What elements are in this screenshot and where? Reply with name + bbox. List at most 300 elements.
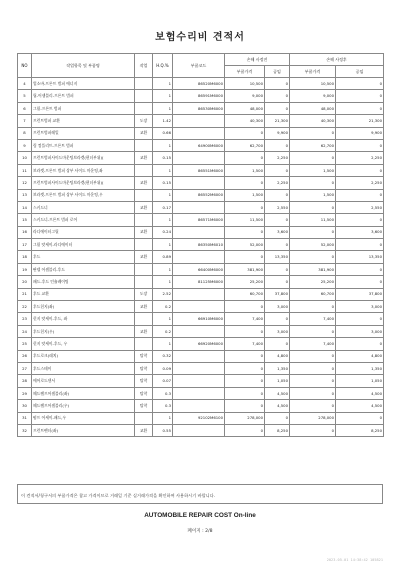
cell-part-price-before: 0 <box>225 400 265 412</box>
cell-no: 24 <box>18 325 32 337</box>
cell-hq: 1 <box>153 78 173 90</box>
cell-code: 86350M6010 <box>173 239 225 251</box>
cell-hq: 0.07 <box>153 375 173 387</box>
cell-no: 27 <box>18 362 32 374</box>
cell-labor-after: 0 <box>336 276 384 288</box>
cell-labor-before: 2,550 <box>265 201 290 213</box>
cell-part-price-after: 381,900 <box>290 263 336 275</box>
page-number: 페이지 : 2/8 <box>187 529 213 534</box>
cell-labor-before: 4,500 <box>265 387 290 399</box>
cell-work: 탈착 <box>135 362 153 374</box>
cell-part-price-before: 0 <box>225 387 265 399</box>
table-row <box>18 90 384 102</box>
header-before-group: 손해 사정전 <box>225 54 290 66</box>
cell-code <box>173 251 225 263</box>
header-part-price-after: 부품가격 <box>290 66 336 78</box>
cell-part-price-after: 1,500 <box>290 189 336 201</box>
cell-work <box>135 313 153 325</box>
cell-no: 8 <box>18 127 32 139</box>
cell-code: 81125M6000 <box>173 276 225 288</box>
cell-labor-after: 0 <box>336 78 384 90</box>
table-row <box>18 115 384 127</box>
cell-labor-after: 4,500 <box>336 387 384 399</box>
table-row <box>18 214 384 226</box>
cell-hq: 0.2 <box>153 325 173 337</box>
cell-code <box>173 115 225 127</box>
cell-part-price-before: 1,500 <box>225 189 265 201</box>
cell-hq: 1 <box>153 139 173 151</box>
cell-work <box>135 90 153 102</box>
cell-item: 라디에이터그릴 <box>32 226 135 238</box>
cell-labor-after: 0 <box>336 313 384 325</box>
cell-part-price-before: 0 <box>225 152 265 164</box>
table-row <box>18 226 384 238</box>
cell-no: 19 <box>18 263 32 275</box>
table-row <box>18 301 384 313</box>
cell-work: 탈착 <box>135 387 153 399</box>
cell-labor-after: 0 <box>336 263 384 275</box>
cell-code: 92102M6100 <box>173 412 225 424</box>
cell-labor-after: 1,350 <box>336 362 384 374</box>
cell-part-price-before: 52,000 <box>225 239 265 251</box>
cell-part-price-after: 7,400 <box>290 338 336 350</box>
cell-labor-before: 0 <box>265 412 290 424</box>
cell-part-price-after: 10,500 <box>290 78 336 90</box>
cell-item: 펌프 어세이-패드,우 <box>32 412 135 424</box>
header-no: NO <box>18 54 32 78</box>
cell-labor-after: 13,350 <box>336 251 384 263</box>
table-header-row-1 <box>18 54 384 66</box>
cell-hq: 0.15 <box>153 152 173 164</box>
document-title: 보험수리비 견적서 <box>155 32 245 43</box>
cell-work: 도장 <box>135 288 153 300</box>
cell-part-price-before: 9,000 <box>225 90 265 102</box>
cell-code <box>173 127 225 139</box>
table-row <box>18 412 384 424</box>
cell-part-price-after: 278,000 <box>290 412 336 424</box>
footer-title: AUTOMOBILE REPAIR COST On-line <box>144 512 256 519</box>
table-row <box>18 177 384 189</box>
cell-labor-after: 3,000 <box>336 301 384 313</box>
cell-work <box>135 263 153 275</box>
cell-work <box>135 139 153 151</box>
cell-item: 후드 교환 <box>32 288 135 300</box>
cell-hq: 0.15 <box>153 177 173 189</box>
cell-labor-after: 0 <box>336 164 384 176</box>
cell-part-price-before: 278,000 <box>225 412 265 424</box>
cell-labor-before: 0 <box>265 239 290 251</box>
table-row <box>18 276 384 288</box>
cell-item: 후드로크(래치) <box>32 350 135 362</box>
cell-no: 5 <box>18 90 32 102</box>
cell-labor-after: 0 <box>336 102 384 114</box>
cell-labor-before: 1,350 <box>265 362 290 374</box>
cell-part-price-after: 7,400 <box>290 313 336 325</box>
cell-item: 패드-후드 인슐레이팅 <box>32 276 135 288</box>
cell-hq: 1 <box>153 412 173 424</box>
cell-labor-after: 0 <box>336 412 384 424</box>
cell-hq: 1 <box>153 313 173 325</box>
header-code: 부품코드 <box>173 54 225 78</box>
cell-item: 헤드램프어셈블리(좌) <box>32 387 135 399</box>
print-timestamp: 2023-05-01 14:38:42 105821 <box>326 558 383 562</box>
cell-item: 판넬 어셈블리-후드 <box>32 263 135 275</box>
cell-part-price-before: 0 <box>225 177 265 189</box>
cell-part-price-before: 60,700 <box>225 288 265 300</box>
cell-hq: 0.89 <box>153 251 173 263</box>
cell-part-price-before: 0 <box>225 362 265 374</box>
cell-labor-before: 4,800 <box>265 350 290 362</box>
cell-part-price-after: 40,300 <box>290 115 336 127</box>
cell-code: 64900M6000 <box>173 139 225 151</box>
cell-labor-before: 0 <box>265 189 290 201</box>
cell-code <box>173 201 225 213</box>
cell-item: 업소바-프론트 범퍼 에너지 <box>32 78 135 90</box>
cell-code <box>173 375 225 387</box>
cell-part-price-before: 25,200 <box>225 276 265 288</box>
cell-labor-after: 0 <box>336 214 384 226</box>
cell-part-price-after: 0 <box>290 362 336 374</box>
cell-item: 프런트펜더(좌) <box>32 424 135 436</box>
cell-hq: 1 <box>153 338 173 350</box>
cell-part-price-after: 62,700 <box>290 139 336 151</box>
cell-code: 66910M6000 <box>173 313 225 325</box>
cell-labor-before: 8,250 <box>265 424 290 436</box>
cell-code <box>173 301 225 313</box>
cell-labor-after: 2,250 <box>336 177 384 189</box>
cell-code <box>173 226 225 238</box>
cell-part-price-after: 60,700 <box>290 288 336 300</box>
table-row <box>18 263 384 275</box>
cell-labor-after: 2,250 <box>336 152 384 164</box>
cell-work <box>135 102 153 114</box>
cell-code: 66920M6000 <box>173 338 225 350</box>
cell-code: 86552M6000 <box>173 189 225 201</box>
cell-item: 프런트범퍼사이드마운팅브라켓(편더부위)( <box>32 177 135 189</box>
cell-part-price-before: 0 <box>225 350 265 362</box>
cell-hq: 1 <box>153 239 173 251</box>
table-row <box>18 127 384 139</box>
cell-item: 헤드램프어셈블리(우) <box>32 400 135 412</box>
cell-part-price-after: 0 <box>290 387 336 399</box>
cell-labor-before: 0 <box>265 263 290 275</box>
cell-labor-before: 1,050 <box>265 375 290 387</box>
cell-part-price-before: 0 <box>225 301 265 313</box>
cell-hq: 0.32 <box>153 350 173 362</box>
cell-part-price-before: 11,500 <box>225 214 265 226</box>
cell-no: 29 <box>18 387 32 399</box>
header-after-group: 손해 사정후 <box>290 54 384 66</box>
cell-no: 9 <box>18 139 32 151</box>
header-work: 작업 <box>135 54 153 78</box>
cell-work: 교환 <box>135 251 153 263</box>
cell-labor-before: 3,000 <box>265 301 290 313</box>
cell-part-price-before: 0 <box>225 424 265 436</box>
cell-part-price-after: 0 <box>290 375 336 387</box>
cell-labor-before: 2,250 <box>265 152 290 164</box>
cell-no: 28 <box>18 375 32 387</box>
cell-labor-before: 21,300 <box>265 115 290 127</box>
cell-part-price-after: 11,500 <box>290 214 336 226</box>
cell-labor-after: 0 <box>336 90 384 102</box>
cell-work <box>135 214 153 226</box>
cell-work <box>135 338 153 350</box>
estimate-table <box>17 53 384 437</box>
cell-part-price-after: 0 <box>290 325 336 337</box>
cell-no: 30 <box>18 400 32 412</box>
header-labor-before: 공임 <box>265 66 290 78</box>
table-row <box>18 152 384 164</box>
cell-labor-before: 0 <box>265 102 290 114</box>
cell-work: 도장 <box>135 115 153 127</box>
cell-labor-before: 4,500 <box>265 400 290 412</box>
cell-hq: 2.52 <box>153 288 173 300</box>
cell-part-price-before: 0 <box>225 127 265 139</box>
cell-work <box>135 239 153 251</box>
cell-no: 17 <box>18 239 32 251</box>
cell-part-price-before: 7,400 <box>225 338 265 350</box>
cell-part-price-after: 0 <box>290 152 336 164</box>
cell-work: 탈착 <box>135 400 153 412</box>
cell-item: 립-어셈블리-프론트 범퍼 <box>32 90 135 102</box>
cell-part-price-before: 0 <box>225 375 265 387</box>
cell-code <box>173 152 225 164</box>
cell-part-price-before: 7,400 <box>225 313 265 325</box>
cell-no: 21 <box>18 288 32 300</box>
cell-hq: 0.24 <box>153 226 173 238</box>
cell-code: 86530M6000 <box>173 102 225 114</box>
cell-work: 탈착 <box>135 375 153 387</box>
cell-part-price-before: 10,500 <box>225 78 265 90</box>
cell-labor-before: 0 <box>265 313 290 325</box>
cell-work: 교환 <box>135 226 153 238</box>
cell-part-price-before: 0 <box>225 226 265 238</box>
cell-code: 86591M6000 <box>173 90 225 102</box>
cell-part-price-after: 0 <box>290 251 336 263</box>
cell-part-price-after: 0 <box>290 226 336 238</box>
table-row <box>18 362 384 374</box>
cell-no: 15 <box>18 214 32 226</box>
price-notice: 이 견적서/청구서의 부품가격은 참고 가격이므로 거래일 기준 실거래가격을 확인하여 사용하시기 바랍니다. <box>17 484 383 504</box>
cell-labor-before: 37,800 <box>265 288 290 300</box>
header-hqty: H.Q.% <box>153 54 173 78</box>
cell-hq: 0.2 <box>153 301 173 313</box>
cell-work: 교환 <box>135 424 153 436</box>
cell-part-price-after: 48,000 <box>290 102 336 114</box>
cell-item: 브라켓-프론트 범퍼 상부 사이드 마운팅,우 <box>32 189 135 201</box>
cell-hq: 0.55 <box>153 424 173 436</box>
table-row <box>18 400 384 412</box>
cell-hq: 0.3 <box>153 400 173 412</box>
cell-code: 66400M6000 <box>173 263 225 275</box>
cell-labor-before: 0 <box>265 164 290 176</box>
cell-part-price-before: 0 <box>225 251 265 263</box>
cell-no: 7 <box>18 115 32 127</box>
cell-part-price-after: 52,000 <box>290 239 336 251</box>
table-row <box>18 239 384 251</box>
cell-code <box>173 288 225 300</box>
cell-item: 프런트범퍼 교환 <box>32 115 135 127</box>
cell-no: 25 <box>18 338 32 350</box>
cell-work <box>135 164 153 176</box>
cell-part-price-after: 25,200 <box>290 276 336 288</box>
cell-code <box>173 177 225 189</box>
table-row <box>18 201 384 213</box>
cell-no: 22 <box>18 301 32 313</box>
cell-part-price-before: 0 <box>225 201 265 213</box>
cell-labor-after: 3,600 <box>336 226 384 238</box>
cell-labor-after: 9,900 <box>336 127 384 139</box>
table-row <box>18 338 384 350</box>
table-row <box>18 387 384 399</box>
cell-part-price-before: 0 <box>225 325 265 337</box>
cell-hq: 0.66 <box>153 127 173 139</box>
cell-hq: 1 <box>153 214 173 226</box>
cell-work: 교환 <box>135 201 153 213</box>
cell-labor-after: 4,500 <box>336 400 384 412</box>
cell-part-price-after: 0 <box>290 201 336 213</box>
cell-code <box>173 325 225 337</box>
cell-labor-after: 2,550 <box>336 201 384 213</box>
cell-no: 11 <box>18 164 32 176</box>
header-labor-after: 공임 <box>336 66 384 78</box>
cell-labor-before: 2,250 <box>265 177 290 189</box>
cell-hq: 1 <box>153 102 173 114</box>
table-row <box>18 350 384 362</box>
cell-labor-before: 0 <box>265 214 290 226</box>
cell-item: 힌지 앗세이-후드, 좌 <box>32 313 135 325</box>
table-row <box>18 313 384 325</box>
cell-no: 12 <box>18 177 32 189</box>
cell-item: 그릴-프론트 범퍼 <box>32 102 135 114</box>
cell-item: 후드 <box>32 251 135 263</box>
cell-labor-after: 0 <box>336 338 384 350</box>
cell-hq: 1 <box>153 276 173 288</box>
cell-labor-after: 4,800 <box>336 350 384 362</box>
cell-work: 탈착 <box>135 350 153 362</box>
cell-code: 86571M6000 <box>173 214 225 226</box>
cell-no: 23 <box>18 313 32 325</box>
cell-labor-after: 21,300 <box>336 115 384 127</box>
table-row <box>18 78 384 90</box>
cell-labor-before: 0 <box>265 78 290 90</box>
cell-item: 스키드너 <box>32 201 135 213</box>
table-row <box>18 139 384 151</box>
cell-part-price-after: 0 <box>290 424 336 436</box>
cell-labor-before: 0 <box>265 338 290 350</box>
header-part-price-before: 부품가격 <box>225 66 265 78</box>
cell-item: 림 컴플리트-프론트 범퍼 <box>32 139 135 151</box>
cell-labor-before: 0 <box>265 139 290 151</box>
table-row <box>18 189 384 201</box>
cell-code <box>173 400 225 412</box>
cell-labor-after: 0 <box>336 239 384 251</box>
cell-work: 교환 <box>135 177 153 189</box>
cell-part-price-after: 1,500 <box>290 164 336 176</box>
table-row <box>18 424 384 436</box>
cell-no: 13 <box>18 189 32 201</box>
cell-work: 교환 <box>135 127 153 139</box>
cell-no: 16 <box>18 226 32 238</box>
cell-part-price-after: 9,000 <box>290 90 336 102</box>
cell-work <box>135 412 153 424</box>
cell-work: 교환 <box>135 152 153 164</box>
cell-hq: 1 <box>153 189 173 201</box>
cell-no: 6 <box>18 102 32 114</box>
cell-labor-before: 13,350 <box>265 251 290 263</box>
cell-hq: 1.42 <box>153 115 173 127</box>
cell-item: 에어로드센서 <box>32 375 135 387</box>
cell-labor-before: 3,000 <box>265 325 290 337</box>
cell-code <box>173 362 225 374</box>
cell-item: 후드힌지(좌) <box>32 301 135 313</box>
cell-no: 26 <box>18 350 32 362</box>
cell-work <box>135 189 153 201</box>
cell-no: 14 <box>18 201 32 213</box>
cell-code: 86551M6000 <box>173 164 225 176</box>
cell-hq: 0.3 <box>153 387 173 399</box>
cell-no: 18 <box>18 251 32 263</box>
cell-work <box>135 78 153 90</box>
table-row <box>18 288 384 300</box>
cell-labor-after: 37,800 <box>336 288 384 300</box>
cell-labor-before: 3,600 <box>265 226 290 238</box>
cell-item: 그릴 앗세이-라디에이터 <box>32 239 135 251</box>
cell-hq: 1 <box>153 164 173 176</box>
cell-item: 힌지 앗세이-후드, 우 <box>32 338 135 350</box>
cell-no: 10 <box>18 152 32 164</box>
cell-part-price-before: 62,700 <box>225 139 265 151</box>
table-row <box>18 102 384 114</box>
cell-labor-after: 0 <box>336 139 384 151</box>
cell-hq: 1 <box>153 263 173 275</box>
cell-part-price-after: 0 <box>290 350 336 362</box>
cell-work: 교환 <box>135 301 153 313</box>
table-row <box>18 375 384 387</box>
table-body <box>18 78 384 437</box>
cell-labor-after: 1,050 <box>336 375 384 387</box>
cell-work <box>135 276 153 288</box>
cell-item: 스키드너-프론트 범퍼 로어 <box>32 214 135 226</box>
cell-labor-after: 8,250 <box>336 424 384 436</box>
cell-hq: 1 <box>153 90 173 102</box>
cell-part-price-before: 40,300 <box>225 115 265 127</box>
cell-code <box>173 350 225 362</box>
cell-part-price-before: 1,500 <box>225 164 265 176</box>
cell-hq: 0.09 <box>153 362 173 374</box>
cell-no: 4 <box>18 78 32 90</box>
cell-code <box>173 424 225 436</box>
cell-no: 31 <box>18 412 32 424</box>
cell-no: 20 <box>18 276 32 288</box>
cell-labor-after: 0 <box>336 189 384 201</box>
cell-labor-before: 9,900 <box>265 127 290 139</box>
table-row <box>18 164 384 176</box>
header-item: 작업항목 및 부품명 <box>32 54 135 78</box>
table-row <box>18 251 384 263</box>
cell-no: 32 <box>18 424 32 436</box>
cell-item: 브라켓-프론트 범퍼 상부 사이드 마운팅,좌 <box>32 164 135 176</box>
cell-part-price-after: 0 <box>290 127 336 139</box>
cell-labor-before: 0 <box>265 276 290 288</box>
cell-part-price-after: 0 <box>290 301 336 313</box>
cell-labor-before: 0 <box>265 90 290 102</box>
cell-part-price-before: 381,900 <box>225 263 265 275</box>
cell-item: 프런트범퍼레일 <box>32 127 135 139</box>
cell-part-price-after: 0 <box>290 400 336 412</box>
cell-code: 86520M6000 <box>173 78 225 90</box>
cell-code <box>173 387 225 399</box>
